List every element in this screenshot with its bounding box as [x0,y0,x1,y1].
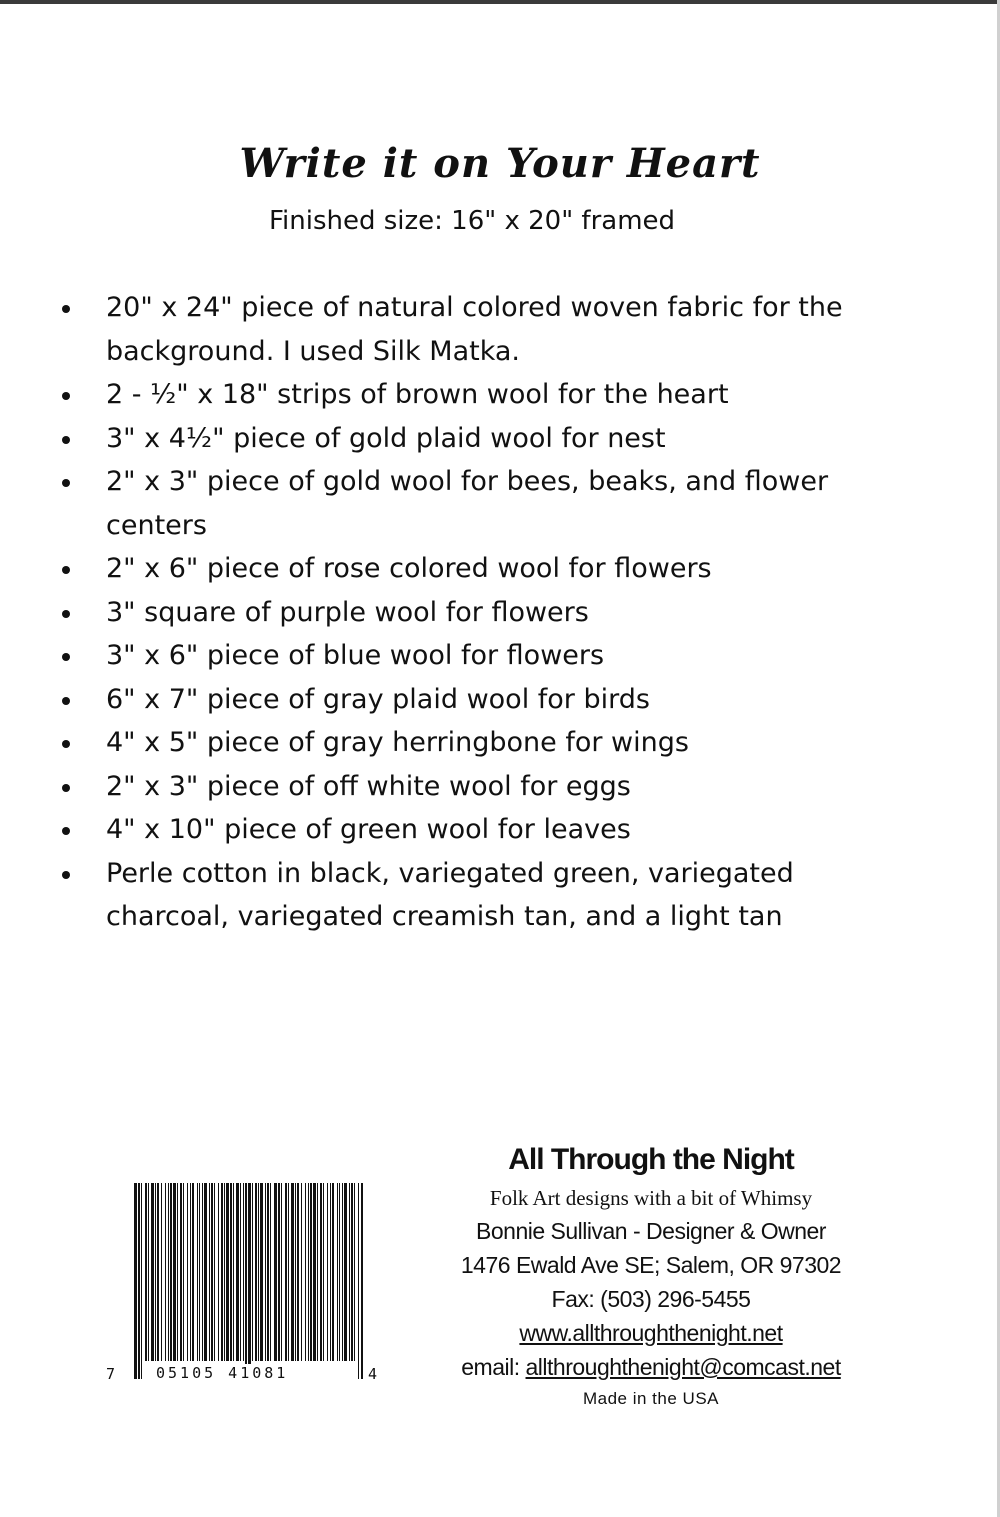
barcode-bar [187,1183,188,1361]
supply-item: 2 - ½" x 18" strips of brown wool for the heart [58,373,888,417]
barcode-bar [301,1183,302,1361]
supply-item: 3" x 4½" piece of gold plaid wool for nest [58,417,888,461]
barcode-bar [226,1183,229,1361]
address-line: 1476 Ewald Ave SE; Salem, OR 97302 [460,1252,842,1278]
barcode-bar [161,1183,162,1361]
barcode-right-digit: 4 [368,1365,378,1383]
barcode-bar [211,1183,213,1361]
email-link[interactable]: allthroughthenight@comcast.net [525,1354,841,1380]
barcode-bar [278,1183,280,1361]
barcode-bar [342,1183,343,1361]
barcode-bar [218,1183,219,1361]
barcode-bar [332,1183,334,1361]
email-label: email: [461,1354,526,1380]
barcode-bar [202,1183,203,1361]
barcode-bar [285,1183,287,1361]
email-line [430,1350,872,1384]
barcode-bar [180,1183,182,1361]
barcode-bar [358,1183,359,1379]
barcode-bar [252,1183,253,1361]
barcode-bar [291,1183,294,1361]
barcode-bar [310,1183,312,1361]
company-tagline: Folk Art designs with a bit of Whimsy [489,1186,813,1210]
barcode-bar [177,1183,178,1361]
supply-item: 2" x 3" piece of off white wool for eggs [58,765,888,809]
barcode-bar [183,1183,184,1361]
barcode-bar [155,1183,156,1361]
barcode-bar [288,1183,289,1361]
barcode-bar [173,1183,176,1361]
barcode-bar [204,1183,207,1361]
supply-item: Perle cotton in black, variegated green, variegated charcoal, variegated creamish tan, and a light tan [58,852,888,939]
barcode-bar [327,1183,328,1361]
made-in-usa: Made in the USA [582,1389,719,1408]
barcode-bar [317,1183,318,1361]
barcode-bar [199,1183,200,1361]
supply-item: 6" x 7" piece of gray plaid wool for birds [58,678,888,722]
barcode-bar [305,1183,306,1361]
scan-top-edge [0,0,1000,4]
barcode-bar [165,1183,166,1361]
barcode-bar [330,1183,331,1361]
barcode-bar [248,1183,251,1379]
barcode-bar [320,1183,322,1361]
barcode-bar [245,1183,247,1379]
barcode-bar [260,1183,263,1361]
barcode-bar [192,1183,194,1361]
barcode-bar [354,1183,355,1361]
barcode-bar [151,1183,154,1361]
barcode-bar [258,1183,259,1361]
supply-item: 4" x 5" piece of gray herringbone for wings [58,721,888,765]
supply-item: 3" square of purple wool for flowers [58,591,888,635]
barcode-bar [145,1183,147,1361]
barcode-bar [351,1183,353,1361]
company-info [430,1138,872,1414]
supply-item: 20" x 24" piece of natural colored woven fabric for the background. I used Silk Matka. [58,286,888,373]
barcode [106,1183,396,1395]
barcode-bar [308,1183,309,1361]
barcode-bar [233,1183,234,1361]
website-link[interactable]: www.allthroughthenight.net [519,1320,783,1346]
barcode-bar [168,1183,169,1361]
barcode-bar [240,1183,241,1361]
barcode-bar [274,1183,277,1361]
supply-list [58,286,888,939]
barcode-bar [339,1183,340,1361]
barcode-bar [230,1183,232,1361]
fax-line: Fax: (503) 296-5455 [551,1286,751,1312]
barcode-bar [224,1183,225,1361]
barcode-bar [281,1183,282,1361]
barcode-bar [141,1183,142,1379]
designer-line: Bonnie Sullivan - Designer & Owner [476,1218,826,1244]
barcode-bar [265,1183,266,1361]
barcode-bar [157,1183,159,1361]
barcode-bar [349,1183,350,1361]
barcode-bar [295,1183,296,1361]
barcode-middle-digits: 05105 41081 [156,1364,289,1382]
barcode-bar [313,1183,316,1361]
pattern-title: Write it on Your Heart [239,140,761,187]
barcode-bar [170,1183,172,1361]
barcode-bar [190,1183,191,1361]
barcode-bar [323,1183,324,1361]
barcode-bar [297,1183,299,1361]
barcode-bar [361,1183,363,1379]
barcode-bar [214,1183,215,1361]
finished-size: Finished size: 16" x 20" framed [268,206,676,236]
supply-item: 3" x 6" piece of blue wool for flowers [58,634,888,678]
supply-item: 4" x 10" piece of green wool for leaves [58,808,888,852]
supply-item: 2" x 6" piece of rose colored wool for flowers [58,547,888,591]
barcode-bar [344,1183,347,1361]
barcode-bar [134,1183,137,1379]
barcode-bar [243,1183,244,1361]
barcode-bar [148,1183,149,1361]
barcode-bar [209,1183,210,1361]
supply-item: 2" x 3" piece of gold wool for bees, beaks, and flower centers [58,460,888,547]
barcode-left-digit: 7 [106,1365,116,1383]
barcode-bar [197,1183,198,1361]
barcode-bar [138,1183,140,1379]
barcode-bar [236,1183,239,1361]
barcode-bar [337,1183,338,1361]
barcode-bar [270,1183,271,1361]
barcode-bar [267,1183,269,1361]
company-name: All Through the Night [508,1143,794,1176]
barcode-bar [221,1183,223,1361]
barcode-bar [255,1183,257,1361]
